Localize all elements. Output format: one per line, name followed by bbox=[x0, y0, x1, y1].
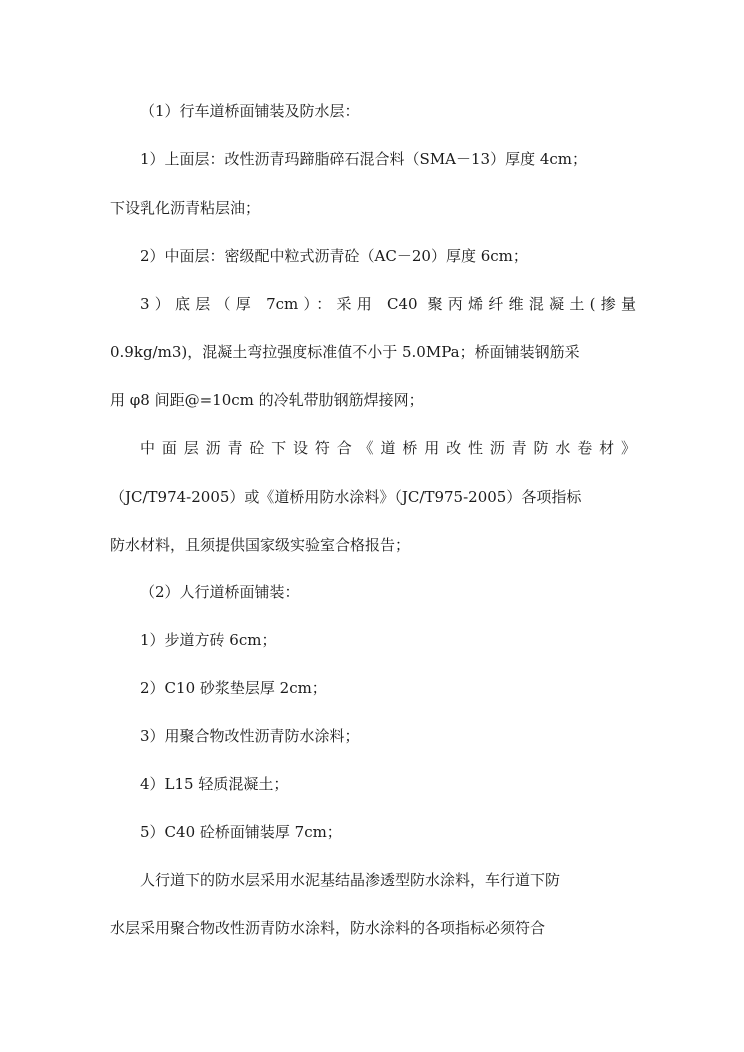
paragraph-line: （JC/T974-2005）或《道桥用防水涂料》（JC/T975-2005）各项指标 bbox=[110, 488, 582, 506]
paragraph-line: 1）上面层：改性沥青玛蹄脂碎石混合料（SMA－13）厚度 4cm； bbox=[140, 150, 588, 168]
paragraph-line: 5）C40 砼桥面铺装厚 7cm； bbox=[140, 823, 342, 841]
paragraph-line: 4）L15 轻质混凝土； bbox=[140, 775, 289, 793]
paragraph-line: 1）步道方砖 6cm； bbox=[140, 631, 277, 649]
paragraph-line: 3）底层（厚 7cm）：采用 C40 聚丙烯纤维混凝土(掺量 bbox=[140, 295, 636, 313]
paragraph-line: 水层采用聚合物改性沥青防水涂料，防水涂料的各项指标必须符合 bbox=[110, 919, 546, 937]
paragraph-line: 2）中面层：密级配中粒式沥青砼（AC－20）厚度 6cm； bbox=[140, 247, 528, 265]
paragraph-line: 人行道下的防水层采用水泥基结晶渗透型防水涂料，车行道下防 bbox=[140, 871, 561, 889]
paragraph-line: 用 φ8 间距@=10cm 的冷轧带肋钢筋焊接网； bbox=[110, 391, 424, 409]
paragraph-line: 下设乳化沥青粘层油； bbox=[110, 199, 261, 217]
paragraph-line: 2）C10 砂浆垫层厚 2cm； bbox=[140, 679, 327, 697]
paragraph-line: 3）用聚合物改性沥青防水涂料； bbox=[140, 727, 360, 745]
paragraph-line: 0.9kg/m3)，混凝土弯拉强度标准值不小于 5.0MPa；桥面铺装钢筋采 bbox=[110, 343, 580, 361]
section-heading-sidewalk: （2）人行道桥面铺装： bbox=[140, 583, 300, 601]
paragraph-line: 防水材料，且须提供国家级实验室合格报告； bbox=[110, 536, 411, 554]
section-heading-roadway: （1）行车道桥面铺装及防水层： bbox=[140, 102, 360, 120]
paragraph-line: 中面层沥青砼下设符合《道桥用改性沥青防水卷材》 bbox=[140, 439, 636, 457]
